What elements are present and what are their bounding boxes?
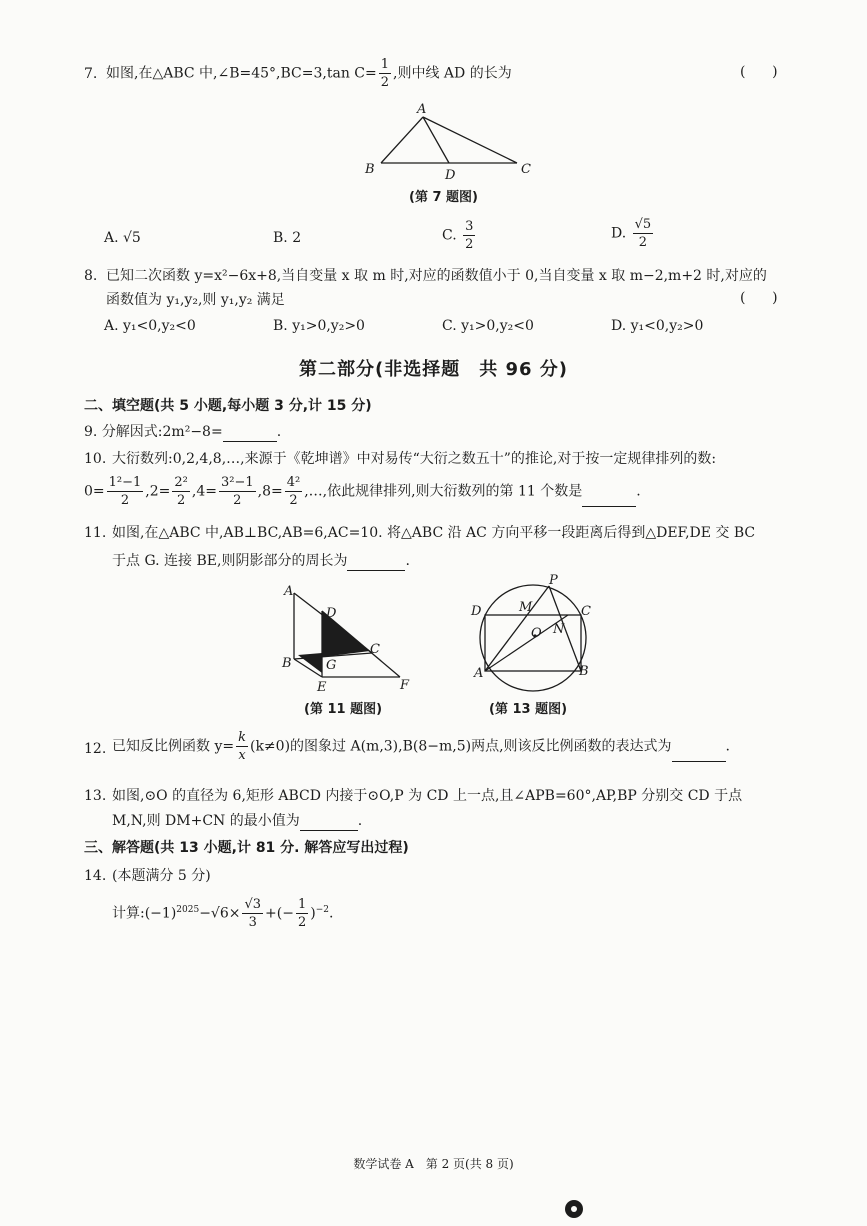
q13-line2 bbox=[112, 811, 362, 831]
q14-exponent-2025: 2025 bbox=[176, 904, 200, 915]
q11-answer-blank[interactable] bbox=[347, 554, 405, 571]
q7-option-a-letter: A. bbox=[104, 230, 119, 246]
q11-line2 bbox=[112, 551, 410, 571]
page-footer: 数学试卷 A 第 2 页(共 8 页) bbox=[353, 1157, 514, 1171]
part2-title: 第二部分(非选择题 共 96 分) bbox=[298, 359, 569, 380]
q13-figure bbox=[465, 573, 600, 698]
q14-expression bbox=[112, 898, 333, 929]
q11-line1: 如图,在△ABC 中,AB⊥BC,AB=6,AC=10. 将△ABC 沿 AC 方向平移一段距离后得到△DEF,DE 交 BC bbox=[112, 525, 756, 541]
q14-pre: 计算:(−1) bbox=[112, 905, 177, 922]
q13-label-d: D bbox=[471, 604, 482, 619]
q12-pre: 已知反比例函数 y= bbox=[112, 738, 235, 755]
q12-fraction-num: k bbox=[238, 730, 246, 745]
q13-label-m: M bbox=[519, 600, 533, 615]
q7-option-d-letter: D. bbox=[611, 225, 627, 242]
q13-figure-caption: (第 13 题图) bbox=[489, 702, 568, 717]
q13-label-n: N bbox=[553, 622, 565, 637]
q9-number: 9. bbox=[84, 424, 98, 440]
q13-line2-text: M,N,则 DM+CN 的最小值为 bbox=[112, 813, 300, 829]
q7-option-c-letter: C. bbox=[442, 227, 457, 244]
q7-stem-pre: 如图,在△ABC 中,∠B=45°,BC=3,tan C= bbox=[106, 65, 377, 82]
q7-fraction bbox=[379, 58, 391, 89]
q10-term2-pre: ,2= bbox=[145, 483, 171, 500]
q14-mid: −√6× bbox=[199, 905, 241, 922]
q14-end: . bbox=[329, 905, 334, 922]
q8-line1: 已知二次函数 y=x²−6x+8,当自变量 x 取 m 时,对应的函数值小于 0,当自变量 x 取 m−2,m+2 时,对应的 bbox=[106, 268, 767, 284]
q14-fraction-sqrt3-den: 3 bbox=[248, 915, 257, 930]
q10-end: . bbox=[636, 483, 641, 500]
q13-label-a: A bbox=[474, 666, 484, 681]
q13-line1: 如图,⊙O 的直径为 6,矩形 ABCD 内接于⊙O,P 为 CD 上一点,且∠APB=60°,AP,BP 分别交 CD 于点 bbox=[112, 788, 743, 804]
q10-term3-num: 3²−1 bbox=[220, 475, 254, 490]
q14-plus: +(− bbox=[265, 905, 294, 922]
q11-label-d: D bbox=[326, 606, 337, 621]
q7-option-b-letter: B. bbox=[273, 230, 288, 246]
q11-line2-text: 于点 G. 连接 BE,则阴影部分的周长为 bbox=[112, 553, 348, 569]
q10-term2-num: 2² bbox=[174, 475, 188, 490]
q8-option-d[interactable]: D. y₁<0,y₂>0 bbox=[611, 318, 704, 334]
q14-close: ) bbox=[310, 905, 316, 922]
q7-label-d: D bbox=[445, 168, 456, 183]
q7-option-c-fraction bbox=[463, 220, 475, 251]
q7-option-a[interactable] bbox=[104, 230, 141, 246]
q13-end: . bbox=[357, 813, 363, 829]
q12-answer-blank[interactable] bbox=[672, 745, 726, 762]
q7-option-c[interactable] bbox=[442, 220, 477, 251]
q10-term4-num: 4² bbox=[286, 475, 301, 490]
q10-term3-fraction bbox=[219, 476, 256, 507]
q10-answer-blank[interactable] bbox=[582, 490, 636, 507]
q7-option-d[interactable] bbox=[611, 218, 655, 249]
q7-answer-paren[interactable]: ( ) bbox=[740, 64, 778, 80]
q14-fraction-half bbox=[296, 898, 308, 929]
q8-number: 8. bbox=[84, 268, 98, 284]
q8-option-b[interactable]: B. y₁>0,y₂>0 bbox=[273, 318, 365, 334]
q10-term4-fraction bbox=[285, 476, 302, 507]
q14-fraction-sqrt3 bbox=[242, 898, 263, 929]
q11-number: 11. bbox=[84, 525, 107, 541]
q8-answer-paren[interactable]: ( ) bbox=[740, 290, 778, 306]
q7-stem-post: ,则中线 AD 的长为 bbox=[393, 65, 512, 82]
q7-fraction-den: 2 bbox=[380, 75, 390, 90]
q7-option-d-num: √5 bbox=[634, 217, 652, 232]
q10-line1: 大衍数列:0,2,4,8,…,来源于《乾坤谱》中对易传“大衍之数五十”的推论,对于按一定规律排列的数: bbox=[112, 451, 717, 467]
q7-option-b[interactable] bbox=[273, 230, 301, 246]
q8-option-a[interactable]: A. y₁<0,y₂<0 bbox=[104, 318, 196, 334]
q7-option-b-value: 2 bbox=[292, 230, 302, 246]
q10-term4-pre: ,8= bbox=[257, 483, 283, 500]
q7-label-c: C bbox=[521, 162, 531, 177]
q9-text: 分解因式:2m²−8= bbox=[101, 424, 223, 440]
q12-fraction bbox=[236, 731, 248, 762]
q13-answer-blank[interactable] bbox=[300, 814, 358, 831]
q12-post: (k≠0)的图象过 A(m,3),B(8−m,5)两点,则该反比例函数的表达式为 bbox=[249, 738, 672, 755]
q11-label-e: E bbox=[317, 680, 327, 695]
q10-term2-fraction bbox=[172, 476, 189, 507]
q10-term3-den: 2 bbox=[233, 493, 242, 508]
q10-tail: ,…,依此规律排列,则大衍数列的第 11 个数是 bbox=[304, 483, 583, 500]
q13-number: 13. bbox=[84, 788, 107, 804]
q9 bbox=[84, 422, 281, 442]
section2-heading: 二、填空题(共 5 小题,每小题 3 分,计 15 分) bbox=[84, 398, 372, 414]
q8-option-c[interactable]: C. y₁>0,y₂<0 bbox=[442, 318, 534, 334]
q13-label-p: P bbox=[549, 573, 558, 588]
q8-line2: 函数值为 y₁,y₂,则 y₁,y₂ 满足 bbox=[106, 292, 285, 308]
q10-term4-den: 2 bbox=[289, 493, 298, 508]
q10-term3-pre: ,4= bbox=[191, 483, 217, 500]
q11-end: . bbox=[405, 553, 410, 569]
q14-fraction-half-num: 1 bbox=[297, 897, 307, 912]
q10-sequence bbox=[84, 476, 641, 507]
q11-label-b: B bbox=[282, 656, 292, 671]
q7-number: 7. bbox=[84, 66, 98, 82]
q13-label-c: C bbox=[581, 604, 591, 619]
q7-label-b: B bbox=[365, 162, 375, 177]
q11-label-a: A bbox=[284, 584, 294, 599]
q7-option-a-value: √5 bbox=[123, 230, 141, 246]
q12-fraction-den: x bbox=[238, 748, 246, 763]
q12-number: 12. bbox=[84, 741, 107, 757]
q9-answer-blank[interactable] bbox=[223, 425, 277, 442]
q10-term2-den: 2 bbox=[176, 493, 186, 508]
q11-figure bbox=[280, 583, 420, 698]
q11-label-g: G bbox=[326, 658, 337, 673]
q7-option-c-num: 3 bbox=[465, 219, 474, 234]
q10-number: 10. bbox=[84, 451, 107, 467]
q11-figure-caption: (第 11 题图) bbox=[304, 702, 383, 717]
q14-fraction-half-den: 2 bbox=[297, 915, 307, 930]
q10-term1-num: 1²−1 bbox=[108, 475, 142, 490]
q7-label-a: A bbox=[417, 102, 427, 117]
q12-stem bbox=[112, 731, 730, 762]
q11-label-c: C bbox=[370, 642, 380, 657]
q10-term1-den: 2 bbox=[120, 493, 130, 508]
q7-fraction-num: 1 bbox=[380, 57, 390, 72]
q14-exponent-neg2: −2 bbox=[315, 904, 330, 915]
q7-option-d-fraction bbox=[633, 218, 654, 249]
q12-end: . bbox=[725, 738, 730, 755]
q14-score: (本题满分 5 分) bbox=[112, 868, 211, 884]
q10-term1-fraction bbox=[107, 476, 144, 507]
q14-fraction-sqrt3-num: √3 bbox=[244, 897, 262, 912]
q13-label-o: O bbox=[531, 626, 542, 641]
q13-label-b: B bbox=[579, 664, 589, 679]
q7-option-d-den: 2 bbox=[638, 235, 648, 250]
q7-triangle-figure bbox=[355, 95, 545, 185]
q9-end: . bbox=[276, 424, 282, 440]
q10-term1-pre: 0= bbox=[84, 483, 105, 500]
q7-figure-caption: (第 7 题图) bbox=[409, 190, 478, 205]
bottom-mark-icon-center bbox=[571, 1206, 577, 1212]
q14-number: 14. bbox=[84, 868, 107, 884]
q11-label-f: F bbox=[400, 678, 410, 693]
q7-option-c-den: 2 bbox=[465, 237, 474, 252]
q7-stem bbox=[106, 58, 512, 89]
section3-heading: 三、解答题(共 13 小题,计 81 分. 解答应写出过程) bbox=[84, 840, 409, 856]
